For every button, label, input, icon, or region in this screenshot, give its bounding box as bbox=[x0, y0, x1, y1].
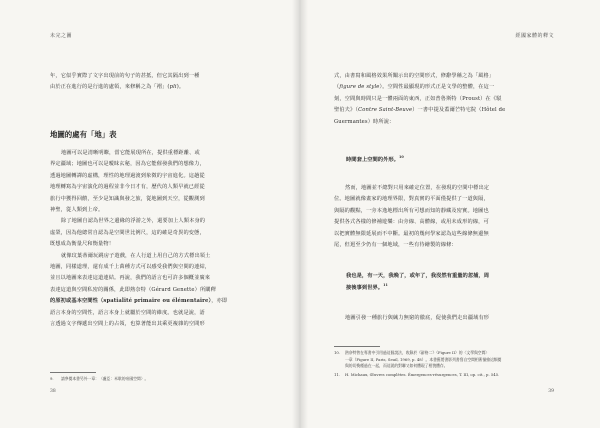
text-line: 以把實體無限延展而不中斷。最初的幾何學家認為這些線條無邊無 bbox=[334, 230, 489, 237]
footnote-marker: 10 bbox=[398, 155, 404, 160]
text-line: 地圖，同樣道理，還有成千上萬種方式可以感受我們與空間的連結， bbox=[50, 264, 211, 271]
bold-term: 的原初或基本空間性 bbox=[50, 298, 99, 305]
running-head-right: 經國家體的釋文 bbox=[515, 33, 554, 39]
text-line: 地圖引發一種旅行與緘力無窮的徹底，促使我們走出疆域有形 bbox=[345, 315, 490, 321]
top-paragraph bbox=[50, 71, 266, 94]
pli-term: pli bbox=[169, 84, 177, 91]
text-line: 地圖可以是清晰明瞭，當它能展現所在，提供重標距離、或 bbox=[61, 150, 200, 156]
text-line: Guermantes）時所說： bbox=[334, 118, 395, 125]
text-line: 式，由書寫和風格效果所闡示出的空間形式，修辭學稱之為「風格」 bbox=[334, 73, 495, 79]
footnote bbox=[50, 376, 264, 383]
page-number-left: 38 bbox=[50, 389, 56, 394]
text-line: 的原初或基本空間性（spatialité primaire ou élémentaire），亦即 bbox=[50, 298, 228, 305]
text-line: 由於正在進行的是行進的處領，來修稱之為「褶」(pli)。 bbox=[50, 84, 185, 91]
right-paragraph-1 bbox=[334, 71, 550, 128]
italic-term: figure de style bbox=[339, 84, 380, 91]
text-line: 就像玟葉蒂爾玩跳房子遊戲，在人行道上用自己的方式標出領土 bbox=[61, 252, 211, 259]
text-line: 尾，但迴至少仍有一個地域，一些有待繪製的線條： bbox=[334, 242, 457, 249]
text-line: 提供各式各樣的修補遊樂：由旁線、高體線，或用未成形的線，可 bbox=[334, 219, 489, 226]
text-line: 除了地圖自認為世界之邊緣的浮游之外，還要加上人類本身的 bbox=[61, 218, 206, 225]
text-line: 虛榮，因為他總常自認為是空間世比例尺，這的確是奇異的变態， bbox=[50, 229, 205, 236]
text-line: 然而，地圖並不總對只用來確定位置，在發現的空間中標出定 bbox=[345, 185, 490, 191]
body-paragraphs-left bbox=[50, 148, 266, 331]
text-line: 表達這道與空間私密的關係，此即熱奈特（Gérard Genette）所闡釋 bbox=[50, 286, 216, 293]
right-paragraph-3 bbox=[334, 313, 550, 324]
quote-line: 接後事到世界。$^{11}$ bbox=[346, 283, 388, 291]
text-line: 語言本身的空間性，語言本身上就屬於空間的維度。也就是說，語 bbox=[50, 309, 205, 316]
text-line: 位。地圖就像畫家的地理界限，對真實的平面僅提供了一道與隔， bbox=[334, 196, 489, 203]
footnote-number: 9. bbox=[50, 376, 54, 381]
text-line: 地理轉寫為宇宙演化的過程並非今日才有，歷代的人類早就已經從 bbox=[50, 184, 205, 191]
text-line: （figure de style）。空間性最顯現的形式正是文學的整體，在這一 bbox=[334, 84, 495, 91]
block-quote-1: 時間套上空間的外形。$^{10}$ bbox=[346, 155, 404, 163]
text-line: 聖伯夫》（Contre Saint-Beuve）一書中提及蓋爾芒特宅院（Hôtel de bbox=[334, 107, 506, 114]
block-quote-2 bbox=[346, 270, 489, 294]
page-number-right: 39 bbox=[548, 389, 554, 394]
text-line: 界定疆域；地圖也可以是曖昧玄秘，因為它能催發我們的想像力， bbox=[50, 161, 205, 168]
footnote-number: 10. bbox=[334, 350, 341, 355]
footnote-text: 請參閱本書另外一章：〈盧亞：米歇的帝國空間〉。 bbox=[61, 376, 149, 381]
running-head-left: 未完之圖 bbox=[50, 33, 73, 39]
text-line: 旅行中獲得回饋，至少是知識與發之旅，從地圖到天空，從觀測到 bbox=[50, 195, 205, 202]
bold-term-french: （spatialité primaire ou élémentaire） bbox=[98, 298, 212, 305]
italic-term: Contre Saint-Beuve bbox=[358, 107, 413, 114]
footnote-11: 11. H. Michaux, Œuvres complètes. Émergences-résurgences, T. III, op. cit., p. 545. bbox=[334, 372, 500, 377]
text-line: 年，它似乎實際了文字出現前的句子的甚抵，但它其隔出到一種 bbox=[50, 73, 200, 79]
text-line: 與隔的觀點，一旁本逸地標出所有可想而知的靜藏及密實。地圖也 bbox=[334, 207, 489, 214]
text-line: 既想成為衡量尺和衡量物！ bbox=[50, 241, 115, 248]
footnote-rule bbox=[50, 372, 96, 373]
section-heading: 地圖的處有「地」表 bbox=[50, 130, 117, 139]
footnote-10: 10. 熱奈特曾在專書中引用過這個說法，收錄於《辭格二》（Figure II）的〈文學與空間〉 一章（Figure II, Paris, Seuil, 1969, p. 48）。本書舊將書影列書寫自空間相術描繪這類閱 與的切換種過在一起，而這就的對聯又如何體現了相貌體存。 bbox=[334, 350, 502, 369]
footnote-marker: 11 bbox=[383, 283, 388, 288]
right-paragraph-2 bbox=[334, 183, 550, 251]
quote-line: 我也是，有一天，我晚了，或年了，我沒然有重量的忽捕，周 bbox=[346, 273, 490, 279]
text-line: 神聖，從人類到上帝。 bbox=[50, 207, 104, 214]
footnote-number: 11. bbox=[334, 372, 341, 377]
text-line: 透過地圖轉譯的虛構，理性的地理過渡到象徵的宇宙進化。這趟從 bbox=[50, 172, 205, 179]
text-line: 刻，空間與時間只是一體兩面的東西，正如普魯斯特（Proust）在《駁 bbox=[334, 95, 502, 102]
footnote-rule bbox=[334, 346, 380, 347]
text-line: 並且以地圖來表達這道連結。再說，我們的語言也可許多個概並廣來 bbox=[50, 275, 211, 282]
text-line: 言透過文字傳遞出空間上的占領，也算著能出其乘更複雜的空間形 bbox=[50, 321, 205, 328]
